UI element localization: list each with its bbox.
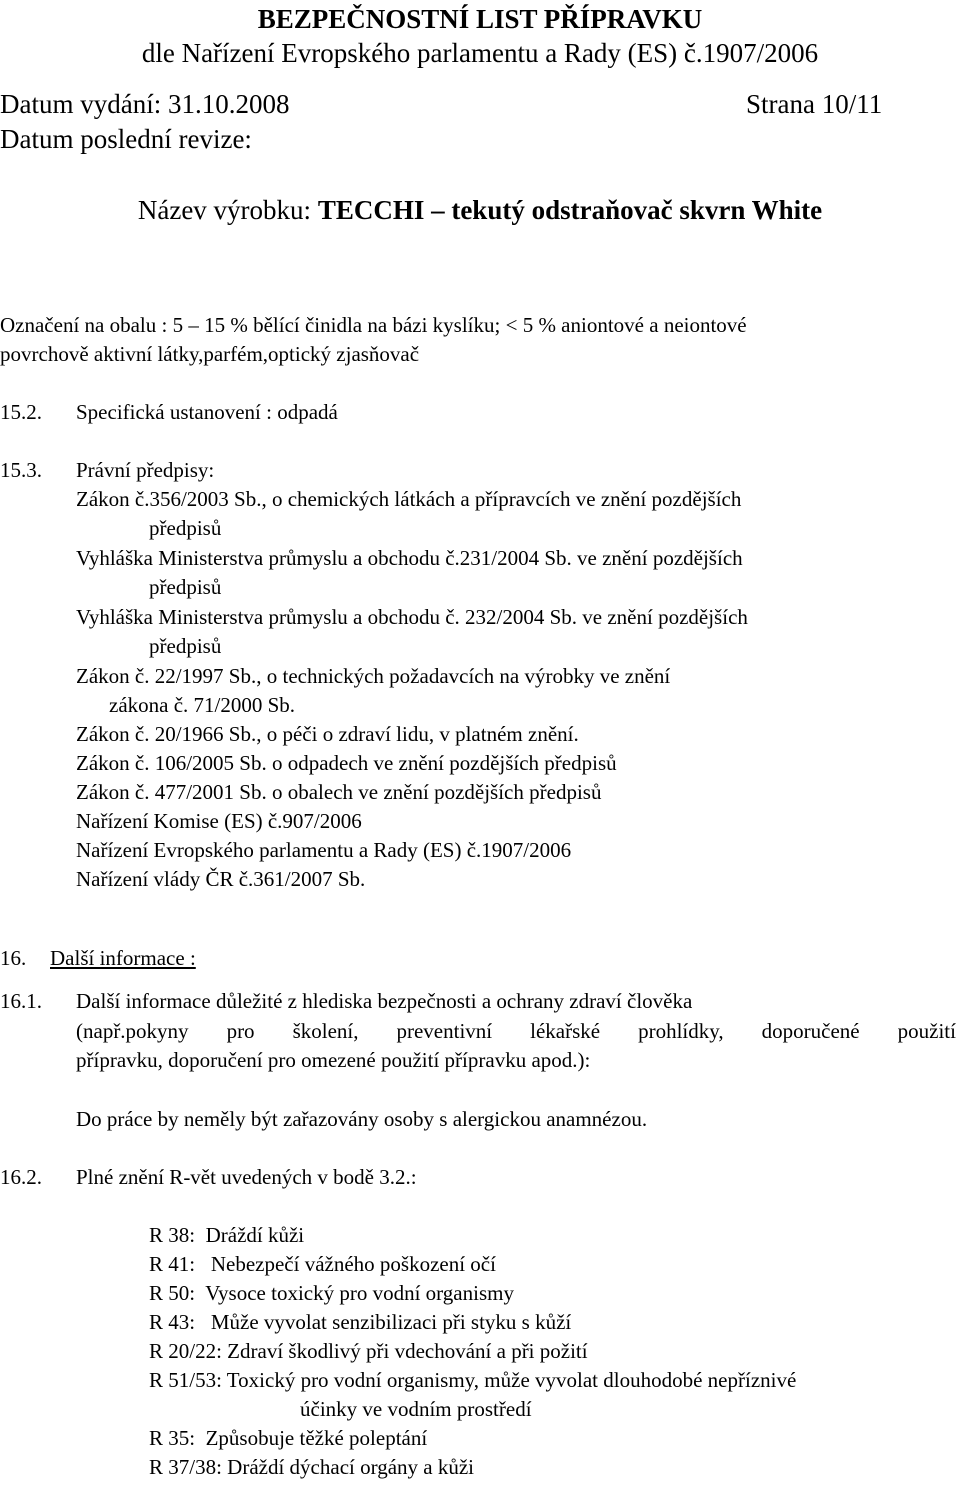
r-phrase: účinky ve vodním prostředí	[300, 1397, 532, 1421]
r-phrase: R 41: Nebezpečí vážného poškození očí	[149, 1252, 496, 1276]
legal-line: předpisů	[149, 634, 222, 658]
section-16-number: 16.	[0, 946, 27, 970]
legal-line: Zákon č. 22/1997 Sb., o technických požadavcích na výrobky ve znění	[76, 664, 671, 688]
legal-line: Nařízení vlády ČR č.361/2007 Sb.	[76, 867, 366, 891]
word: prohlídky,	[638, 1019, 724, 1043]
product-name: TECCHI – tekutý odstraňovač skvrn White	[317, 195, 823, 225]
r-phrase: R 38: Dráždí kůži	[149, 1223, 305, 1247]
r-phrase: R 37/38: Dráždí dýchací orgány a kůži	[149, 1455, 475, 1479]
legal-line: Nařízení Evropského parlamentu a Rady (ES) č.1907/2006	[76, 838, 572, 862]
revision-date: Datum poslední revize:	[0, 124, 252, 154]
document-title: BEZPEČNOSTNÍ LIST PŘÍPRAVKU	[257, 4, 703, 34]
section-15-3-number: 15.3.	[0, 458, 42, 482]
r-phrase: R 50: Vysoce toxický pro vodní organismy	[149, 1281, 514, 1305]
section-15-3-title: Právní předpisy:	[76, 458, 215, 482]
legal-line: Vyhláška Ministerstva průmyslu a obchodu č. 232/2004 Sb. ve znění pozdějších	[76, 605, 748, 629]
section-16-1-line-3: přípravku, doporučení pro omezené použití přípravku apod.):	[76, 1048, 591, 1072]
r-phrase: R 20/22: Zdraví škodlivý při vdechování a při požití	[149, 1339, 588, 1363]
product-label: Název výrobku:	[137, 195, 318, 225]
r-phrase: R 43: Může vyvolat senzibilizaci při styku s kůží	[149, 1310, 572, 1334]
legal-line: Zákon č.356/2003 Sb., o chemických látkách a přípravcích ve znění pozdějších	[76, 487, 742, 511]
legal-line: Vyhláška Ministerstva průmyslu a obchodu č.231/2004 Sb. ve znění pozdějších	[76, 546, 743, 570]
issue-date: Datum vydání: 31.10.2008	[0, 89, 290, 119]
word: pro	[226, 1019, 255, 1043]
legal-line: zákona č. 71/2000 Sb.	[109, 693, 296, 717]
section-16-1-line-1: Další informace důležité z hlediska bezpečnosti a ochrany zdraví člověka	[76, 989, 693, 1013]
section-16-2-title: Plné znění R-vět uvedených v bodě 3.2.:	[76, 1165, 417, 1189]
legal-line: Zákon č. 20/1966 Sb., o péči o zdraví lidu, v platném znění.	[76, 722, 579, 746]
legal-line: předpisů	[149, 516, 222, 540]
labeling-line-1: Označení na obalu : 5 – 15 % bělící činidla na bázi kyslíku; < 5 % aniontové a neiontové	[0, 313, 747, 337]
page-number: Strana 10/11	[746, 89, 883, 119]
section-16-title: Další informace :	[50, 946, 196, 970]
legal-line: Zákon č. 477/2001 Sb. o obalech ve znění pozdějších předpisů	[76, 780, 602, 804]
word: doporučené	[761, 1019, 860, 1043]
word: (např.pokyny	[76, 1019, 189, 1043]
word: preventivní	[396, 1019, 493, 1043]
legal-line: předpisů	[149, 575, 222, 599]
section-16-1-note: Do práce by neměly být zařazovány osoby s alergickou anamnézou.	[76, 1107, 648, 1131]
labeling-line-2: povrchově aktivní látky,parfém,optický zjasňovač	[0, 342, 420, 366]
product-name-line	[0, 197, 960, 224]
word: školení,	[292, 1019, 359, 1043]
section-15-2-number: 15.2.	[0, 400, 42, 424]
section-16-1-line-2	[76, 1021, 956, 1042]
r-phrase: R 51/53: Toxický pro vodní organismy, může vyvolat dlouhodobé nepříznivé	[149, 1368, 797, 1392]
section-15-2-text: Specifická ustanovení : odpadá	[76, 400, 338, 424]
r-phrase: R 35: Způsobuje těžké poleptání	[149, 1426, 428, 1450]
regulation-line: dle Nařízení Evropského parlamentu a Rady (ES) č.1907/2006	[141, 38, 819, 68]
word: lékařské	[530, 1019, 601, 1043]
word: použití	[897, 1019, 956, 1043]
section-16-1-number: 16.1.	[0, 989, 42, 1013]
legal-line: Zákon č. 106/2005 Sb. o odpadech ve znění pozdějších předpisů	[76, 751, 617, 775]
legal-line: Nařízení Komise (ES) č.907/2006	[76, 809, 362, 833]
section-16-2-number: 16.2.	[0, 1165, 42, 1189]
